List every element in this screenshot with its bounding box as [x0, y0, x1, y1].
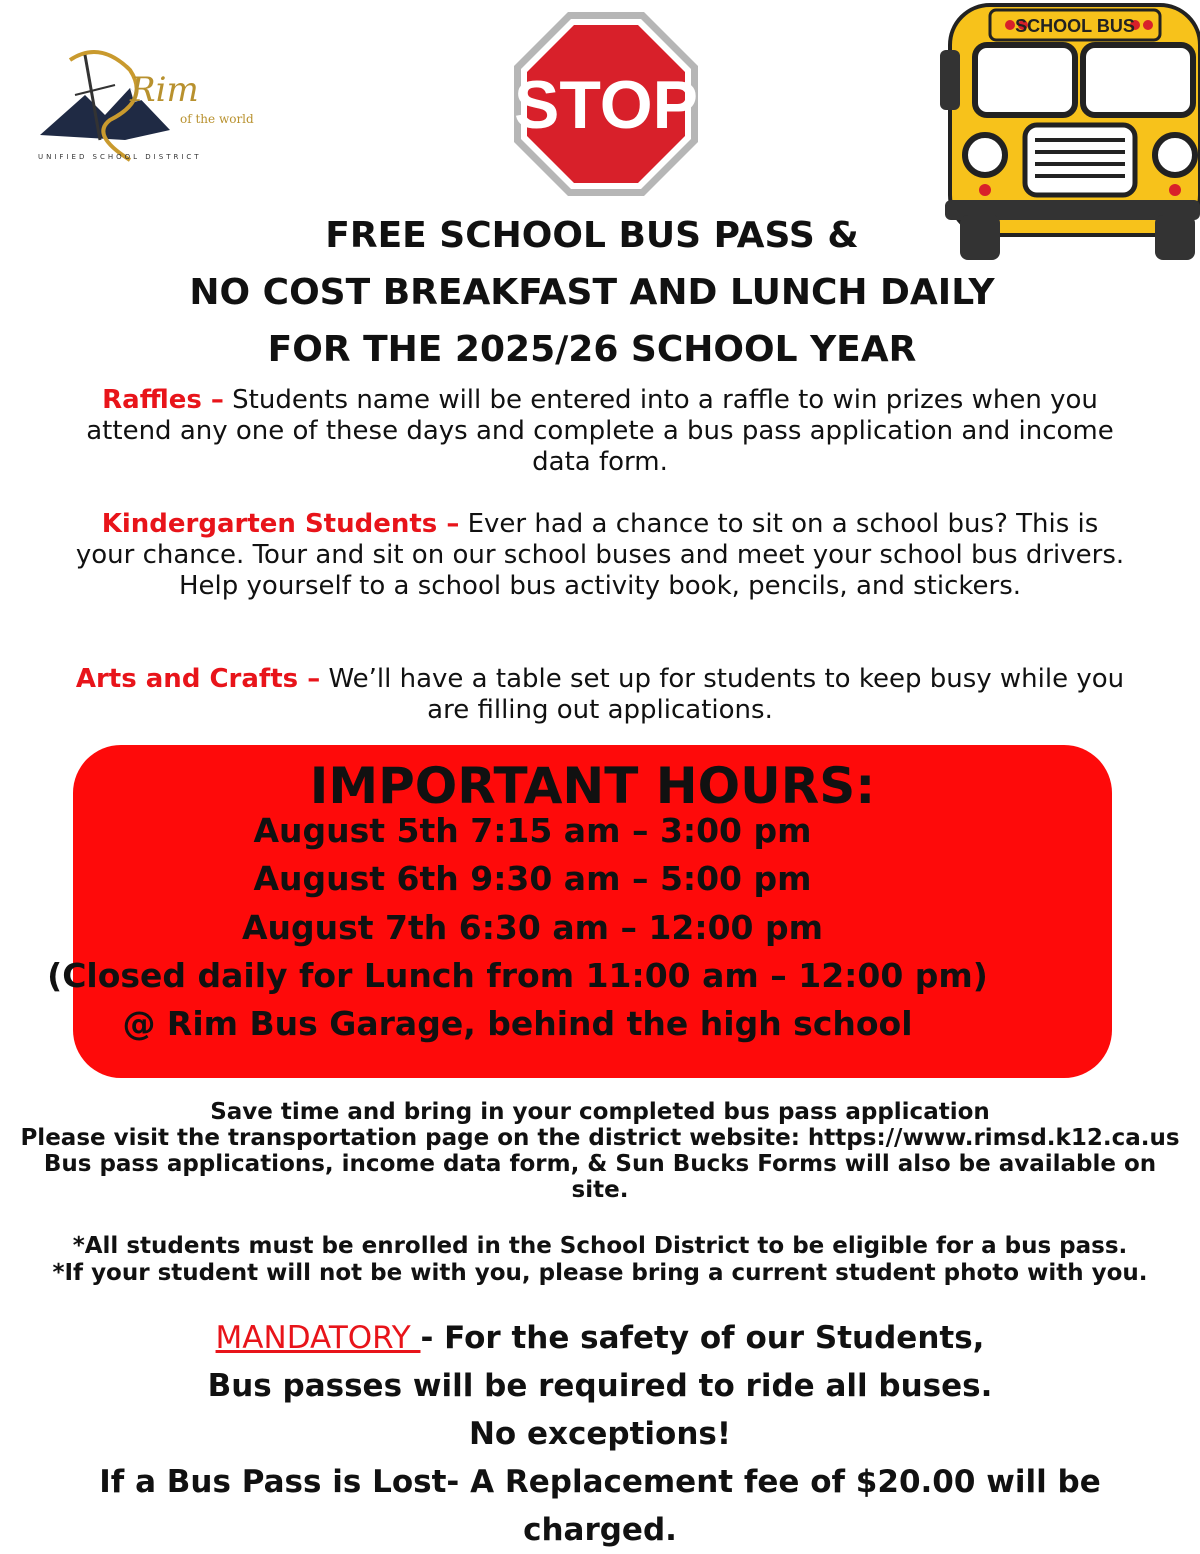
mandatory-line-3: No exceptions! — [468, 1416, 732, 1452]
logo-subtitle: UNIFIED SCHOOL DISTRICT — [38, 153, 202, 161]
arts-crafts-text: We’ll have a table set up for students to keep busy while you are filling out applications. — [328, 664, 1125, 725]
raffles-label: Raffles – — [102, 385, 224, 415]
hours-line: August 5th 7:15 am – 3:00 pm — [253, 811, 812, 850]
mandatory-line-1: - For the safety of our Students, — [420, 1320, 985, 1356]
bus-sign-text: SCHOOL BUS — [1015, 16, 1135, 36]
mandatory-line-4: If a Bus Pass is Lost- A Replacement fee of $20.00 will be charged. — [99, 1464, 1101, 1548]
hours-heading: IMPORTANT HOURS: — [309, 757, 876, 815]
mandatory-word: MANDATORY — [215, 1320, 421, 1356]
arts-crafts-label: Arts and Crafts – — [75, 664, 321, 694]
title-line-3: FOR THE 2025/26 SCHOOL YEAR — [267, 329, 917, 370]
arts-crafts-section — [70, 664, 1130, 726]
hours-location: @ Rim Bus Garage, behind the high school — [122, 1004, 913, 1043]
important-hours-box — [47, 745, 1112, 1078]
mandatory-line-2: Bus passes will be required to ride all buses. — [207, 1368, 993, 1404]
info-line-2: Please visit the transportation page on the district website: https://www.rimsd.k12.ca.us — [20, 1125, 1180, 1151]
stop-sign-text: STOP — [514, 67, 698, 143]
mandatory-notice — [70, 1314, 1130, 1554]
title-line-1: FREE SCHOOL BUS PASS & — [325, 215, 859, 256]
logo-tagline: of the world — [180, 112, 254, 126]
kindergarten-section — [70, 509, 1130, 602]
note-line-2: *If your student will not be with you, please bring a current student photo with you. — [52, 1260, 1148, 1286]
raffles-text: Students name will be entered into a raffle to win prizes when you attend any one of these days and complete a bus pass application and income data form. — [86, 385, 1114, 477]
stop-sign-icon — [512, 10, 700, 198]
eligibility-notes — [0, 1233, 1200, 1287]
title-line-2: NO COST BREAKFAST AND LUNCH DAILY — [189, 272, 995, 313]
page-title — [80, 207, 1104, 378]
hours-line: August 6th 9:30 am – 5:00 pm — [253, 859, 812, 898]
logo-brand-text: Rim — [130, 70, 199, 110]
application-info — [0, 1099, 1200, 1203]
kindergarten-label: Kindergarten Students – — [101, 509, 460, 539]
hours-line: (Closed daily for Lunch from 11:00 am – 12:00 pm) — [47, 956, 988, 995]
raffles-section — [70, 385, 1130, 478]
kindergarten-text: Ever had a chance to sit on a school bus? This is your chance. Tour and sit on our school buses and meet your school bus drivers. Help yourself to a school bus activity book, pencils, and stickers. — [75, 509, 1125, 601]
note-line-1: *All students must be enrolled in the School District to be eligible for a bus pass. — [72, 1233, 1128, 1259]
district-logo — [30, 40, 260, 175]
info-line-3: Bus pass applications, income data form, & Sun Bucks Forms will also be available on site. — [43, 1151, 1157, 1203]
info-line-1: Save time and bring in your completed bus pass application — [210, 1099, 990, 1125]
hours-line: August 7th 6:30 am – 12:00 pm — [241, 908, 823, 947]
